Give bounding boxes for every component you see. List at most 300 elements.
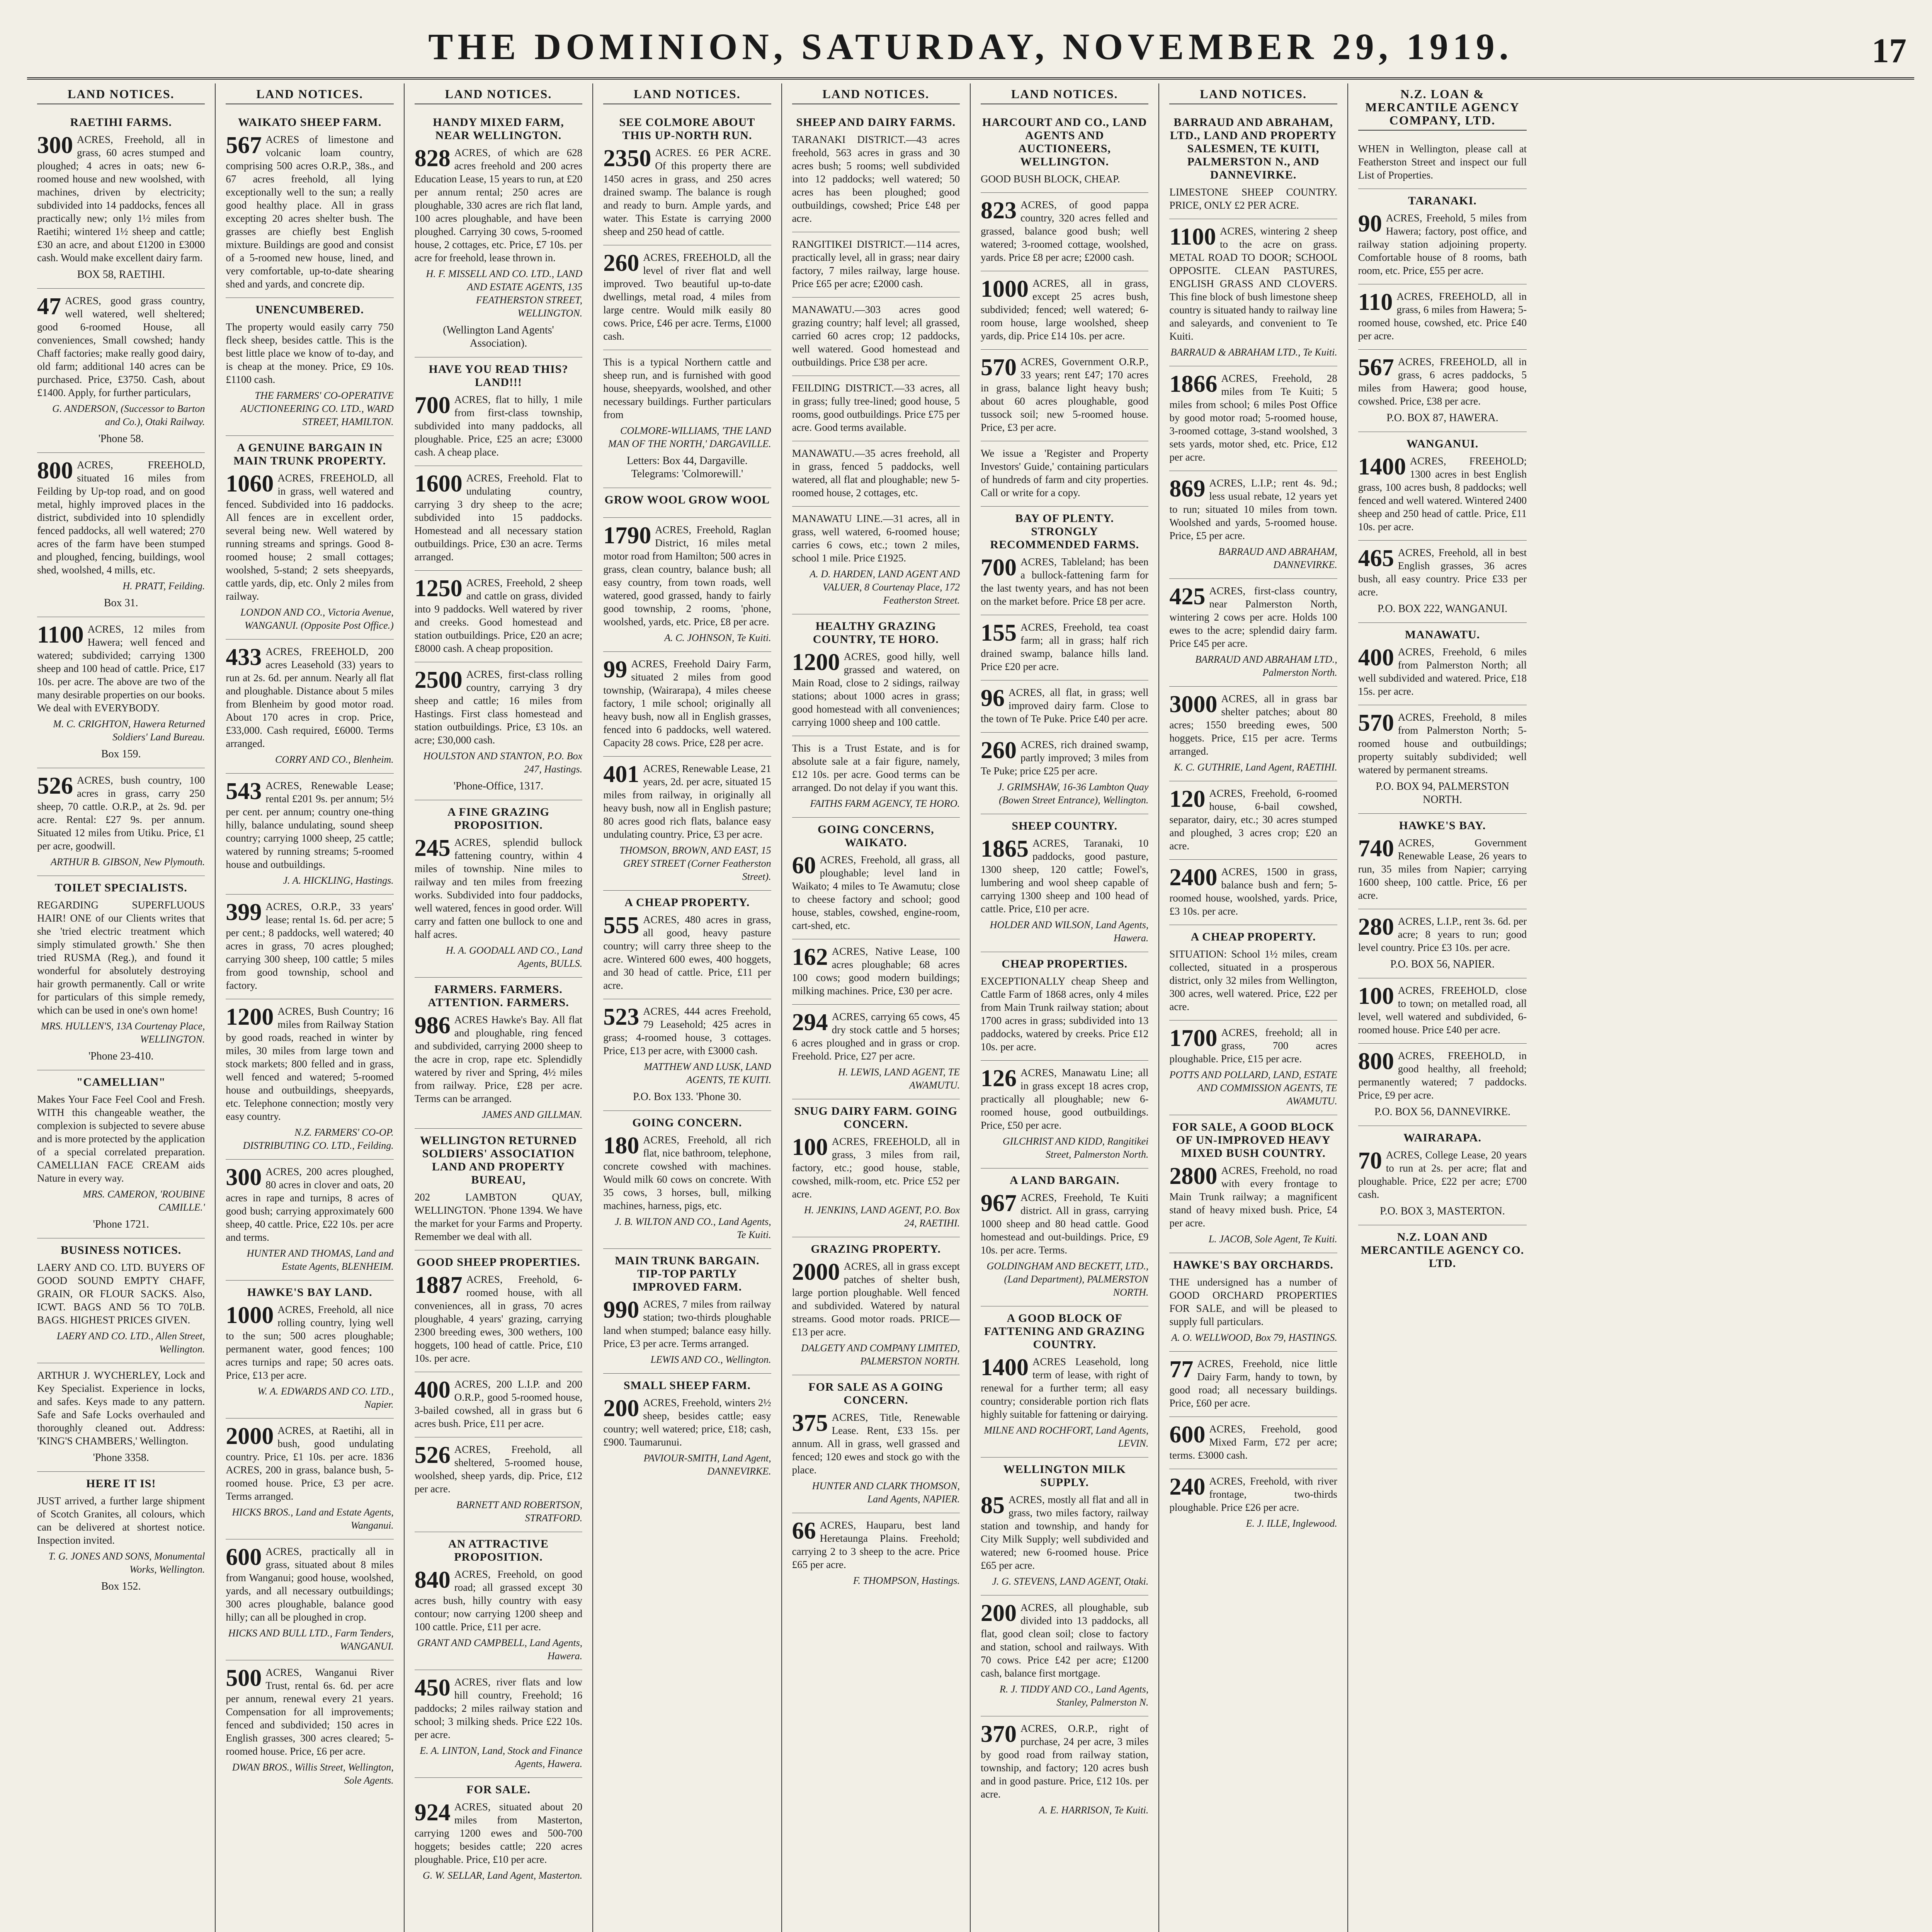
ad-acreage: 700: [980, 554, 1017, 581]
classified-ad: [603, 999, 771, 1111]
ad-body: ACRES, Freehold, 2 sheep and cattle on grass, divided into 9 paddocks. Well watered by river and creeks. Good homestead and station outbuildings. Price, £20 an acre; £8000 cash. A cheap proposition.: [414, 577, 583, 654]
ad-body: ACRES, Freehold. Flat to undulating country, carrying 3 dry sheep to the acre; subdivided into 15 paddocks. Homestead and all necessary station outbuildings. Price, £30 an acre. Terms arranged.: [414, 472, 583, 563]
classified-ad: [1169, 579, 1337, 687]
ad-body: ACRES, Renewable Lease, 21 years, 2d. per acre, situated 15 miles from railway, in originally all heavy bush, now all in English pasture; 80 acres good rich flats, balance easy undulating country. Price, £3 per acre.: [603, 763, 771, 840]
ad-signature: DALGETY AND COMPANY LIMITED, PALMERSTON NORTH.: [801, 1342, 960, 1367]
classified-ad: [1358, 978, 1527, 1044]
ad-acreage: 60: [792, 852, 816, 879]
ad-signature: H. A. GOODALL AND CO., Land Agents, BULLS.: [446, 945, 583, 969]
classified-ad: [415, 1129, 582, 1250]
ad-body: ACRES, Title, Renewable Lease. Rent, £33 15s. per annum. All in grass, well grassed and fenced; 120 ewes and stock go with the place.: [792, 1412, 960, 1476]
classified-ad: [37, 617, 205, 768]
ad-acreage: 526: [37, 773, 73, 799]
ad-acreage: 1250: [414, 575, 463, 602]
ad-acreage: 96: [980, 685, 1005, 711]
ad-acreage: 66: [792, 1518, 816, 1544]
classified-ad: [603, 488, 771, 518]
ad-acreage: 1000: [980, 276, 1029, 302]
ad-body: ACRES, Freehold, good Mixed Farm, £72 per acre; terms. £3000 cash.: [1169, 1423, 1337, 1461]
ad-acreage: 800: [37, 457, 73, 484]
ad-signature: G. ANDERSON, (Successor to Barton and Co.), Otaki Railway.: [52, 403, 205, 427]
classified-ad: [226, 999, 393, 1160]
ad-body: RANGITIKEI DISTRICT.—114 acres, practically level, all in grass; near dairy factory, 7 miles railway, large house. Price £65 per acre; £2000 cash.: [792, 238, 960, 289]
classified-ad: [226, 436, 393, 639]
ad-heading: WANGANUI.: [1406, 437, 1479, 450]
classified-ad: [1358, 705, 1527, 814]
ad-body: ACRES, good grass country, well watered, well sheltered; good 6-roomed House, all conveniences, Small cowshed; handy Chaff factories; make really good dairy, old farm; additional 140 acres can be purchased. Price, £3750. Cash, about £1400. Apply, for further particulars,: [37, 295, 205, 398]
ad-heading: SEE COLMORE ABOUT THIS UP-NORTH RUN.: [619, 116, 755, 142]
ad-signature: POTTS AND POLLARD, LAND, ESTATE AND COMMISSION AGENTS, TE AWAMUTU.: [1169, 1069, 1337, 1107]
ad-heading: TOILET SPECIALISTS.: [54, 881, 187, 894]
column-header: LAND NOTICES.: [1169, 87, 1337, 104]
ad-body: ACRES, College Lease, 20 years to run at 2s. per acre; flat and ploughable. Price, £22 per acre; £700 cash.: [1358, 1149, 1527, 1200]
classified-ad: [415, 111, 582, 357]
ad-signature: F. THOMPSON, Hastings.: [853, 1575, 960, 1586]
ad-body: ACRES, Taranaki, 10 paddocks, good pasture, 1300 sheep, 120 cattle; Fowel's, lumbering and wool sheep capable of carrying 1300 sheep and 100 head of cattle. Price, £10 per acre.: [980, 837, 1149, 915]
ad-body: This is a Trust Estate, and is for absolute sale at a fair figure, namely, £12 10s. per acre. Good terms can be arranged. Do not delay if you want this.: [792, 742, 960, 793]
ad-acreage: 155: [980, 620, 1017, 646]
classified-ad: [981, 1306, 1148, 1458]
classified-ad: [226, 1160, 393, 1281]
classified-ad: [1169, 471, 1337, 579]
ad-body: ACRES, all in grass, except 25 acres bush, subdivided; fenced; well watered; 6-room house, large woolshed, sheep yards, dip. Price £14 10s. per acre.: [980, 277, 1149, 342]
ad-acreage: 570: [980, 354, 1017, 381]
ad-acreage: 200: [980, 1600, 1017, 1626]
ad-acreage: 70: [1358, 1148, 1382, 1174]
ad-body: 202 LAMBTON QUAY, WELLINGTON. 'Phone 1394. We have the market for your Farms and Property. Remember we deal with all.: [414, 1191, 583, 1242]
classified-ad: [226, 639, 393, 774]
classified-ad: [792, 818, 960, 939]
classified-ad: [1169, 687, 1337, 781]
column-5: [782, 83, 971, 1932]
classified-ad: [1358, 350, 1527, 432]
ad-body: ACRES, L.I.P., rent 3s. 6d. per acre; 8 years to run; good level country. Price £3 10s. per acre.: [1358, 915, 1527, 953]
ad-acreage: 100: [792, 1134, 828, 1160]
ad-heading: A FINE GRAZING PROPOSITION.: [447, 806, 550, 832]
ad-signature: BARRAUD AND ABRAHAM LTD., Palmerston North.: [1195, 654, 1337, 678]
column-header: LAND NOTICES.: [603, 87, 771, 104]
ad-signature: M. C. CRIGHTON, Hawera Returned Soldiers' Land Bureau.: [53, 718, 205, 743]
ad-signature: H. JENKINS, LAND AGENT, P.O. Box 24, RAETIHI.: [804, 1204, 960, 1229]
ad-acreage: 823: [980, 197, 1017, 224]
ad-heading: HAWKE'S BAY.: [1399, 819, 1486, 832]
ad-acreage: 1400: [980, 1354, 1029, 1381]
ad-signature: PAVIOUR-SMITH, Land Agent, DANNEVIRKE.: [643, 1452, 771, 1477]
classified-ad: [792, 736, 960, 818]
classified-ad: [603, 245, 771, 350]
masthead: [27, 15, 1914, 80]
ad-contact: P.O. BOX 222, WANGANUI.: [1377, 603, 1508, 615]
ad-body: GOOD BUSH BLOCK, CHEAP.: [980, 173, 1120, 185]
classified-ad: [1169, 219, 1337, 366]
ad-acreage: 240: [1169, 1474, 1206, 1500]
ad-body: ACRES, river flats and low hill country, Freehold; 16 paddocks; 2 miles railway station and school; 3 milking sheds. Price £22 10s. per acre.: [414, 1676, 583, 1740]
ad-signature: ARTHUR B. GIBSON, New Plymouth.: [51, 856, 205, 867]
ad-body: ACRES, 7 miles from railway station; two-thirds ploughable land when stumped; balance easy hilly. Price, £3 per acre. Terms arranged.: [603, 1298, 771, 1349]
classified-ad: [37, 453, 205, 617]
ad-acreage: 2400: [1169, 864, 1218, 891]
column-4: [593, 83, 782, 1932]
ad-contact: Box 159.: [101, 748, 141, 760]
classified-ad: [1358, 623, 1527, 705]
ad-body: ACRES, Freehold, all grass, all ploughable; level land in Waikato; 4 miles to Te Awamutu; close to cheese factory and school; good house, stables, cowshed, engine-room, cart-shed, etc.: [792, 854, 960, 931]
ad-signature: G. W. SELLAR, Land Agent, Masterton.: [423, 1870, 583, 1881]
classified-ad: [1169, 1253, 1337, 1352]
ad-contact: P.O. BOX 56, DANNEVIRKE.: [1374, 1106, 1511, 1118]
ad-heading: HARCOURT AND CO., LAND AGENTS AND AUCTIONEERS, WELLINGTON.: [982, 116, 1147, 168]
classified-ad: [226, 774, 393, 895]
ad-body: ACRES, Bush Country; 16 miles from Railway Station by good roads, reached in winter by miles, 30 miles from large town and stock markets; 800 felled and in grass, well fenced and watered; 5-roomed house and outbuildings, sheepyards, etc. Telephone connection; mostly very easy country.: [226, 1005, 394, 1122]
classified-ad: [1358, 137, 1527, 189]
ad-contact: P.O. Box 133. 'Phone 30.: [633, 1091, 742, 1103]
classified-ad: [37, 289, 205, 453]
classified-ad: [37, 1363, 205, 1472]
ad-acreage: 294: [792, 1009, 828, 1036]
ad-signature: HOULSTON AND STANTON, P.O. Box 247, Hastings.: [423, 750, 583, 775]
ad-body: ACRES, 12 miles from Hawera; well fenced and watered; subdivided; carrying 1300 sheep and 100 head of cattle. Price, £17 10s. per acre. The above are two of the many desirable properties on our books. We deal with EVERYBODY.: [37, 623, 205, 714]
ad-heading: GOING CONCERNS, WAIKATO.: [817, 823, 934, 849]
ad-acreage: 1865: [980, 836, 1029, 862]
column-header: LAND NOTICES.: [37, 87, 205, 104]
ad-heading: N.Z. LOAN AND MERCANTILE AGENCY CO. LTD.: [1361, 1231, 1524, 1270]
ad-body: ACRES, Freehold Dairy Farm, situated 2 miles from good township, (Wairarapa), 4 miles cheese factory, 1 mile school; originally all heavy bush, now all in English grasses, fenced into 6 paddocks, well watered. Capacity 28 cows. Price, £28 per acre.: [603, 658, 771, 748]
ad-body: TARANAKI DISTRICT.—43 acres freehold, 563 acres in grass and 30 acres bush; 5 rooms; well subdivided into 12 paddocks; well watered; 50 acres has been ploughed; good outbuildings, cowshed; Price £48 per acre.: [792, 134, 960, 224]
ad-body: ACRES, bush country, 100 acres in grass, carry 250 sheep, 70 cattle. O.R.P., at 2s. 9d. per acre. Rental: £27 9s. per annum. Situated 12 miles from Utiku. Price, £1 per acre, goodwill.: [37, 774, 205, 852]
ad-body: ACRES, Freehold, 6-roomed house, with all conveniences, all in grass, 70 acres ploughable, 4 years' grazing, carrying 2300 breeding ewes, 300 wethers, 100 hoggets, 100 head of cattle. Price, £10 10s. per acre.: [414, 1274, 583, 1364]
ad-heading: TARANAKI.: [1408, 194, 1477, 207]
ad-body: ACRES, first-class country, near Palmerston North, wintering 2 cows per acre. Holds 100 ewes to the acre; splendid dairy farm. Price £45 per acre.: [1169, 585, 1337, 649]
ad-body: ACRES, Freehold, all rich flat, nice bathroom, telephone, concrete cowshed with machines. Would milk 60 cows on concrete. With 35 cows, 3 horses, bull, milking machines, harness, pigs, etc.: [603, 1134, 771, 1211]
ad-acreage: 399: [226, 899, 262, 925]
ad-body: ACRES, Freehold, no road with every frontage to Main Trunk railway; a magnificent stand of heavy mixed bush. Price, £4 per acre.: [1169, 1165, 1337, 1229]
classified-ad: [981, 193, 1148, 271]
ad-acreage: 300: [226, 1164, 262, 1190]
ad-heading: A CHEAP PROPERTY.: [624, 896, 750, 909]
classified-ad: [981, 271, 1148, 350]
ad-body: ACRES, O.R.P., right of purchase, 24 per acre, 3 miles by good road from railway station, township, and factory; 120 acres bush and in good pasture. Price, £12 10s. per acre.: [980, 1723, 1149, 1800]
ad-body: MANAWATU LINE.—31 acres, all in grass, well watered, 6-roomed house; carries 6 cows, etc.; town 2 miles, school 1 mile. Price £1925.: [792, 513, 960, 564]
ad-body: ACRES, Freehold, Te Kuiti district. All in grass, carrying 1000 sheep and 80 head cattle. Good homestead and out-buildings. Price, £9 10s. per acre. Terms.: [980, 1192, 1149, 1256]
classified-ad: [603, 518, 771, 652]
classified-ad: [1169, 1020, 1337, 1115]
ad-body: ACRES, Renewable Lease; rental £201 9s. per annum; 5½ per cent. per annum; country one-thing hilly, balance undulating, sound sheep country; carrying 1000 sheep, 25 cattle; watered by running streams; 5-roomed house and outbuildings.: [226, 780, 394, 870]
column-header: LAND NOTICES.: [792, 87, 960, 104]
ad-acreage: 1200: [792, 649, 840, 675]
ad-acreage: 245: [414, 835, 451, 861]
classified-ad: [981, 507, 1148, 615]
ad-signature: HUNTER AND CLARK THOMSON, Land Agents, NAPIER.: [812, 1480, 960, 1505]
ad-signature: T. G. JONES AND SONS, Monumental Works, Wellington.: [48, 1551, 205, 1575]
ad-signature: W. A. EDWARDS AND CO. LTD., Napier.: [257, 1386, 394, 1410]
ad-acreage: 1200: [226, 1004, 274, 1030]
ad-contact: 'Phone 58.: [98, 433, 144, 445]
ad-acreage: 77: [1169, 1356, 1194, 1383]
classified-ad: [1358, 1225, 1527, 1281]
ad-contact: P.O. BOX 56, NAPIER.: [1390, 958, 1495, 970]
ad-heading: MAIN TRUNK BARGAIN. TIP-TOP PARTLY IMPROVED FARM.: [615, 1254, 760, 1293]
ad-body: ACRES, FREEHOLD, 200 acres Leasehold (33) years to run at 2s. 6d. per annum. Nearly all flat and ploughable. Distance about 5 miles from Blenheim by good motor road. About 170 acres in crop. Price, £33,000. Cash required, £6000. Terms arranged.: [226, 646, 394, 749]
classified-ad: [792, 376, 960, 441]
classified-ad: [1358, 284, 1527, 350]
ad-signature: MATTHEW AND LUSK, LAND AGENTS, TE KUITI.: [644, 1061, 771, 1085]
ad-body: ACRES, all flat, in grass; well improved dairy farm. Close to the town of Te Puke. Price £40 per acre.: [980, 687, 1149, 724]
ad-acreage: 2350: [603, 145, 651, 172]
ad-acreage: 100: [1358, 983, 1394, 1009]
classified-ad: [415, 800, 582, 978]
column-header: LAND NOTICES.: [981, 87, 1148, 104]
ad-acreage: 370: [980, 1721, 1017, 1747]
ad-signature: LONDON AND CO., Victoria Avenue, WANGANUI. (Opposite Post Office.): [240, 607, 394, 631]
ad-acreage: 1790: [603, 522, 651, 549]
classified-ad: [981, 1716, 1148, 1824]
ad-body: ACRES, rich drained swamp, partly improved; 3 miles from Te Puke; price £25 per acre.: [980, 739, 1149, 777]
ad-body: MANAWATU.—303 acres good grazing country; half level; all grassed, carried 60 acres crop; 12 paddocks, well watered. Good homestead and outbuildings. Price £38 per acre.: [792, 304, 960, 368]
classified-ad: [792, 1513, 960, 1594]
ad-heading: BARRAUD AND ABRAHAM, LTD., LAND AND PROPERTY SALESMEN, TE KUITI, PALMERSTON N., AND DANNEVIRKE.: [1170, 116, 1337, 181]
ad-body: ACRES, of which are 628 acres freehold and 200 acres Education Lease, 15 years to run, at £20 per annum rental; 250 acres are ploughable, 330 acres are rich flat land, 100 acres ploughable, and have been ploughed. Carrying 30 cows, 5-roomed house, 2 cottages, etc. Price, £7 10s. per acre for freehold, lease thrown in.: [414, 147, 583, 264]
ad-signature: J. GRIMSHAW, 16-36 Lambton Quay (Bowen Street Entrance), Wellington.: [997, 781, 1149, 806]
ad-acreage: 126: [980, 1065, 1017, 1092]
ad-heading: "CAMELLIAN": [76, 1076, 166, 1088]
classified-ad: [37, 876, 205, 1070]
ad-acreage: 260: [603, 250, 639, 276]
classified-ad: [981, 680, 1148, 733]
page-number: 17: [1872, 32, 1906, 70]
classified-ad: [603, 111, 771, 245]
ad-heading: A GENUINE BARGAIN IN MAIN TRUNK PROPERTY.: [233, 441, 386, 467]
page-title: THE DOMINION, SATURDAY, NOVEMBER 29, 1919.: [428, 26, 1513, 67]
ad-body: ACRES, first-class rolling country, carrying 3 dry sheep and cattle; 16 miles from Hastings. First class homestead and station outbuildings. Price, £3 10s. an acre; £30,000 cash.: [414, 668, 583, 746]
ad-body: This is a typical Northern cattle and sheep run, and is furnished with good house, sheepyards, woolshed, and other necessary buildings. Further particulars from: [603, 356, 771, 420]
ad-body: ACRES, of good pappa country, 320 acres felled and grassed, balance good bush; well watered; 3-roomed cottage, woolshed, yards. Price £8 per acre; £2000 cash.: [980, 199, 1149, 263]
ad-signature: L. JACOB, Sole Agent, Te Kuiti.: [1208, 1233, 1337, 1245]
ad-body: ACRES, all ploughable, sub divided into 13 paddocks, all flat, good clean soil; close to factory and station, school and railways. With 70 cows. Price £42 per acre; £1200 cash, balance first mortgage.: [980, 1602, 1149, 1679]
ad-body: ACRES, Freehold, winters 2½ sheep, besides cattle; easy country; well watered; price, £18; cash, £900. Taumarunui.: [603, 1397, 771, 1448]
ad-acreage: 280: [1358, 914, 1394, 940]
ad-acreage: 2000: [792, 1259, 840, 1285]
ad-signature: FAITHS FARM AGENCY, TE HORO.: [810, 798, 960, 809]
classified-ad: [37, 768, 205, 876]
ad-heading: FOR SALE, A GOOD BLOCK OF UN-IMPROVED HEAVY MIXED BUSH COUNTRY.: [1172, 1121, 1335, 1160]
ad-acreage: 3000: [1169, 691, 1218, 718]
ad-signature: HICKS BROS., Land and Estate Agents, Wanganui.: [232, 1507, 394, 1531]
ad-heading: A LAND BARGAIN.: [1010, 1174, 1120, 1187]
ad-body: ACRES, Freehold, tea coast farm; all in grass; half rich drained swamp, balance hills land. Price £20 per acre.: [980, 621, 1149, 672]
classified-ad: [1169, 366, 1337, 471]
ad-body: ACRES, Freehold, 8 miles from Palmerston North; 5-roomed house and outbuildings; property suitably subdivided; well watered by permanent streams.: [1358, 711, 1527, 776]
classified-ad: [603, 1374, 771, 1485]
ad-heading: CHEAP PROPERTIES.: [1002, 957, 1128, 970]
ad-acreage: 869: [1169, 476, 1206, 502]
classified-ad: [981, 1458, 1148, 1595]
classified-ad: [603, 757, 771, 891]
classified-ad: [1169, 925, 1337, 1020]
ad-body: LIMESTONE SHEEP COUNTRY. PRICE, ONLY £2 PER ACRE.: [1169, 186, 1337, 211]
ad-acreage: 260: [980, 737, 1017, 764]
ad-acreage: 570: [1358, 710, 1394, 736]
classified-ad: [226, 1281, 393, 1418]
ad-body: ARTHUR J. WYCHERLEY, Lock and Key Specialist. Experience in locks, and safes. Keys made to any pattern. Safe and Safe Locks overhauled and thoroughly cleaned out. Address: 'KING'S CHAMBERS,' Wellington.: [37, 1369, 205, 1447]
ad-acreage: 2500: [414, 667, 463, 693]
ad-contact: P.O. BOX 3, MASTERTON.: [1380, 1205, 1505, 1217]
column-3: [405, 83, 593, 1932]
ad-body: ACRES, Native Lease, 100 acres ploughable; 68 acres 100 cows; good modern buildings; milking machines. Price, £30 per acre.: [792, 946, 960, 997]
ad-body: ACRES, Freehold, nice little Dairy Farm, handy to town, by good road; all necessary buildings. Price, £60 per acre.: [1169, 1358, 1337, 1409]
ad-contact: Box 31.: [104, 597, 138, 609]
ad-acreage: 700: [414, 392, 451, 418]
ad-signature: LEWIS AND CO., Wellington.: [650, 1354, 771, 1365]
ad-body: ACRES, freehold; all in grass, 700 acres ploughable. Price, £15 per acre.: [1169, 1027, 1337, 1065]
classified-ad: [1169, 1469, 1337, 1537]
classified-ad: [226, 895, 393, 999]
ad-contact: BOX 58, RAETIHI.: [77, 269, 165, 281]
ad-acreage: 2800: [1169, 1163, 1218, 1189]
ad-body: ACRES, FREEHOLD, all in grass, well watered and fenced. Subdivided into 16 paddocks. All fences are in excellent order, several being new. Well watered by running streams and springs. Good 8-roomed house; 2 small cottages; woolshed, 5-stand; 2 sets sheepyards, cattle yards, dip, etc. Only 2 miles from railway.: [226, 472, 394, 602]
column-1: [27, 83, 216, 1932]
ad-heading: FOR SALE AS A GOING CONCERN.: [808, 1381, 944, 1406]
ad-signature: GOLDINGHAM AND BECKETT, LTD., (Land Department), PALMERSTON NORTH.: [986, 1260, 1149, 1298]
ad-body: ACRES, Government Renewable Lease, 26 years to run, 35 miles from Napier; carrying 1600 sheep, 100 cattle. Price, £6 per acre.: [1358, 837, 1527, 901]
ad-body: ACRES, 444 acres Freehold, 79 Leasehold; 425 acres in grass; 4-roomed house, 3 cottages. Price, £13 per acre, with £3000 cash.: [603, 1005, 771, 1056]
classified-ad: [792, 939, 960, 1005]
ad-acreage: 401: [603, 761, 639, 787]
ad-heading: BAY OF PLENTY. STRONGLY RECOMMENDED FARMS.: [990, 512, 1139, 551]
classified-ad: [415, 1372, 582, 1437]
column-2: [216, 83, 404, 1932]
classified-ad: [792, 1099, 960, 1237]
ad-signature: GILCHRIST AND KIDD, Rangitikei Street, Palmerston North.: [1002, 1136, 1149, 1160]
ad-acreage: 2000: [226, 1423, 274, 1449]
ad-heading: WELLINGTON MILK SUPPLY.: [1003, 1463, 1126, 1489]
ad-acreage: 840: [414, 1567, 451, 1593]
ad-acreage: 1060: [226, 471, 274, 497]
ad-heading: GOING CONCERN.: [632, 1116, 742, 1129]
ad-heading: HANDY MIXED FARM, NEAR WELLINGTON.: [433, 116, 564, 142]
ad-acreage: 99: [603, 656, 628, 683]
ad-acreage: 567: [226, 132, 262, 158]
ad-body: ACRES, all in grass except patches of shelter bush, large portion ploughable. Well fenced and subdivided. Watered by natural streams. Good motor roads. PRICE—£13 per acre.: [792, 1260, 960, 1338]
ad-signature: CORRY AND CO., Blenheim.: [275, 754, 394, 765]
ad-acreage: 180: [603, 1133, 639, 1159]
ad-acreage: 500: [226, 1665, 262, 1691]
classified-ad: [603, 1111, 771, 1249]
column-header: LAND NOTICES.: [226, 87, 393, 104]
ad-heading: A GOOD BLOCK OF FATTENING AND GRAZING COUNTRY.: [984, 1312, 1145, 1351]
classified-ad: [981, 111, 1148, 193]
column-6: [971, 83, 1159, 1932]
ad-acreage: 47: [37, 293, 61, 320]
classified-ad: [415, 466, 582, 571]
ad-signature: E. A. LINTON, Land, Stock and Finance Agents, Hawera.: [420, 1745, 583, 1769]
ad-body: ACRES, Freehold, 5 miles from Hawera; factory, post office, and railway station adjoining property. Comfortable house of 8 rooms, bath room, etc. Price, £55 per acre.: [1358, 212, 1527, 276]
classified-ad: [792, 232, 960, 298]
ad-body: The property would easily carry 750 fleck sheep, besides cattle. This is the best little place we know of to-day, and is cheap at the money. Price, £9 10s. £1100 cash.: [226, 321, 394, 385]
classified-ad: [415, 1670, 582, 1778]
ad-heading: HERE IT IS!: [86, 1477, 156, 1490]
ad-signature: THE FARMERS' CO-OPERATIVE AUCTIONEERING CO. LTD., WARD STREET, HAMILTON.: [240, 390, 394, 427]
classified-ad: [603, 652, 771, 757]
ad-body: JUST arrived, a further large shipment of Scotch Granites, all colours, which can be delivered at shortest notice. Inspection invited.: [37, 1495, 205, 1546]
ad-acreage: 300: [37, 132, 73, 158]
ad-body: ACRES, Freehold, all sheltered, 5-roomed house, woolshed, sheep yards, dip. Price, £12 per acre.: [414, 1444, 583, 1495]
ad-body: Makes Your Face Feel Cool and Fresh. WITH this changeable weather, the complexion is subjected to severe abuse and is more protected by the application of a special correlated preparation. CAMELLIAN FACE CREAM aids Nature in every way.: [37, 1094, 205, 1184]
ad-contact: 'Phone 23-410.: [88, 1050, 154, 1062]
ad-heading: SNUG DAIRY FARM. GOING CONCERN.: [794, 1105, 958, 1131]
classified-ad: [981, 1061, 1148, 1168]
classified-ad: [792, 1375, 960, 1513]
ad-signature: A. C. JOHNSON, Te Kuiti.: [664, 632, 771, 643]
ad-signature: MRS. HULLEN'S, 13A Courtenay Place, WELLINGTON.: [41, 1020, 205, 1045]
ad-body: EXCEPTIONALLY cheap Sheep and Cattle Farm of 1868 acres, only 4 miles from Main Trunk railway station; about 1700 acres in grass; subdivided into 13 paddocks, watered by creeks. Price £12 10s. per acre.: [980, 975, 1149, 1053]
ad-heading: SMALL SHEEP FARM.: [623, 1379, 751, 1392]
ad-body: ACRES, Freehold, all in grass, 60 acres stumped and ploughed; 4 acres in oats; new 6-roomed house and new woolshed, with machines, driven by electricity; subdivided into 14 paddocks, fences all practically new; only 1½ miles from Raetihi; wintered 1½ sheep and cattle; £30 an acre, and about £1200 in £3000 cash. Would make excellent dairy farm.: [37, 134, 205, 264]
ad-heading: BUSINESS NOTICES.: [61, 1244, 182, 1257]
ad-acreage: 924: [414, 1799, 451, 1826]
classified-ad: [415, 1437, 582, 1532]
ad-acreage: 1400: [1358, 454, 1406, 480]
ad-body: ACRES, mostly all flat and all in grass, two miles factory, railway station and township, and handy for City Milk Supply; well subdivided and watered; new 6-roomed house. Price £65 per acre.: [980, 1494, 1149, 1571]
column-header: N.Z. LOAN & MERCANTILE AGENCY COMPANY, LTD.: [1358, 87, 1527, 131]
classified-ad: [226, 1660, 393, 1794]
ad-acreage: 1100: [37, 622, 84, 648]
classified-ad: [1358, 1126, 1527, 1225]
ad-signature: J. B. WILTON AND CO., Land Agents, Te Kuiti.: [614, 1216, 771, 1240]
ad-body: ACRES, Manawatu Line; all in grass except 18 acres crop, practically all ploughable; new 6-roomed house, good outbuildings. Price, £50 per acre.: [980, 1067, 1149, 1131]
ad-body: ACRES. £6 PER ACRE. Of this property there are 1450 acres in grass, and 250 acres drained swamp. The balance is rough and ready to burn. Ample yards, and water. This Estate is carrying 2000 sheep and 250 head of cattle.: [603, 147, 771, 237]
ad-body: LAERY AND CO. LTD. BUYERS OF GOOD SOUND EMPTY CHAFF, GRAIN, OR FLOUR SACKS. Also, ICWT. BAGS AND 56 TO 70LB. BAGS. HIGHEST PRICES GIVEN.: [37, 1262, 205, 1326]
ad-acreage: 1866: [1169, 371, 1218, 397]
classified-ad: [415, 1532, 582, 1670]
ad-body: ACRES, FREEHOLD, situated 16 miles from Feilding by Up-top road, and on good metal, highly improved places in the district, subdivided into 10 splendidly fenced paddocks, all well watered; 270 acres of the farm have been stumped and ploughed, fencing, buildings, wool shed, woolshed, 4 mills, etc.: [37, 459, 205, 576]
ad-heading: GROW WOOL GROW WOOL: [604, 493, 770, 506]
ad-heading: A CHEAP PROPERTY.: [1190, 930, 1316, 943]
ad-acreage: 986: [414, 1012, 451, 1039]
ad-body: ACRES, 1500 in grass, balance bush and fern; 5-roomed house, woolshed, yards. Price, £3 10s. per acre.: [1169, 866, 1337, 917]
ad-heading: AN ATTRACTIVE PROPOSITION.: [448, 1537, 549, 1563]
column-7: [1159, 83, 1348, 1932]
classified-ad: [226, 298, 393, 436]
classified-ad: [603, 350, 771, 488]
ad-heading: MANAWATU.: [1405, 628, 1480, 641]
classified-ad: [226, 111, 393, 298]
ad-signature: LAERY AND CO. LTD., Allen Street, Wellington.: [56, 1330, 205, 1355]
ad-body: ACRES, Freehold, all in best English grasses, 36 acres bush, all easy country. Price £33 per acre.: [1358, 547, 1527, 598]
classified-ad: [603, 1249, 771, 1374]
ad-signature: GRANT AND CAMPBELL, Land Agents, Hawera.: [417, 1637, 583, 1662]
ad-signature: HOLDER AND WILSON, Land Agents, Hawera.: [990, 919, 1149, 944]
ad-heading: WAIRARAPA.: [1403, 1131, 1481, 1144]
ad-signature: A. O. WELLWOOD, Box 79, HASTINGS.: [1171, 1332, 1337, 1343]
ad-body: ACRES, O.R.P., 33 years' lease; rental 1s. 6d. per acre; 5 per cent.; 8 paddocks, well watered; 40 acres in grass, 70 acres ploughed; carrying 300 sheep, 100 cattle; 5 miles from good township, school and factory.: [226, 901, 394, 991]
classified-ad: [226, 1418, 393, 1539]
ad-acreage: 1100: [1169, 224, 1216, 250]
ad-body: MANAWATU.—35 acres freehold, all in grass, fenced 5 paddocks, well watered, all flat and ploughable; new 5-roomed house, 2 cottages, etc.: [792, 447, 960, 498]
ad-signature: H. F. MISSELL AND CO. LTD., LAND AND ESTATE AGENTS, 135 FEATHERSTON STREET, WELLINGTON.: [426, 268, 583, 319]
classified-ad: [1358, 432, 1527, 541]
column-header: LAND NOTICES.: [415, 87, 582, 104]
ad-acreage: 425: [1169, 583, 1206, 610]
ad-body: ACRES, FREEHOLD; 1300 acres in best English grass, 100 acres bush, 8 paddocks; well fenced and well watered. Wintered 2400 sheep and 250 head of cattle. Price, £11 10s. per acre.: [1358, 455, 1527, 532]
ad-acreage: 162: [792, 944, 828, 970]
ad-body: ACRES, Freehold, 28 miles from Te Kuiti; 5 miles from school; 6 miles Post Office by good motor road; 5-roomed house, 3-roomed cottage, 3-stand woolshed, 3 sets yards, motor shed, etc. Price, £12 per acre.: [1169, 372, 1337, 463]
ad-body: THE undersigned has a number of GOOD ORCHARD PROPERTIES FOR SALE, and will be pleased to supply full particulars.: [1169, 1276, 1337, 1327]
ad-acreage: 465: [1358, 545, 1394, 571]
ad-acreage: 800: [1358, 1048, 1394, 1075]
ad-heading: UNENCUMBERED.: [255, 303, 364, 316]
ad-acreage: 600: [1169, 1422, 1206, 1448]
ad-contact: Letters: Box 44, Dargaville. Telegrams: 'Colmorewill.': [626, 455, 748, 480]
ad-body: ACRES, wintering 2 sheep to the acre on grass. METAL ROAD TO DOOR; SCHOOL OPPOSITE. CLEAN PASTURES, ENGLISH GRASS AND CLOVERS. This fine block of bush limestone sheep country is situated handy to railway line and saleyards, and convenient to Te Kuiti.: [1169, 225, 1337, 342]
